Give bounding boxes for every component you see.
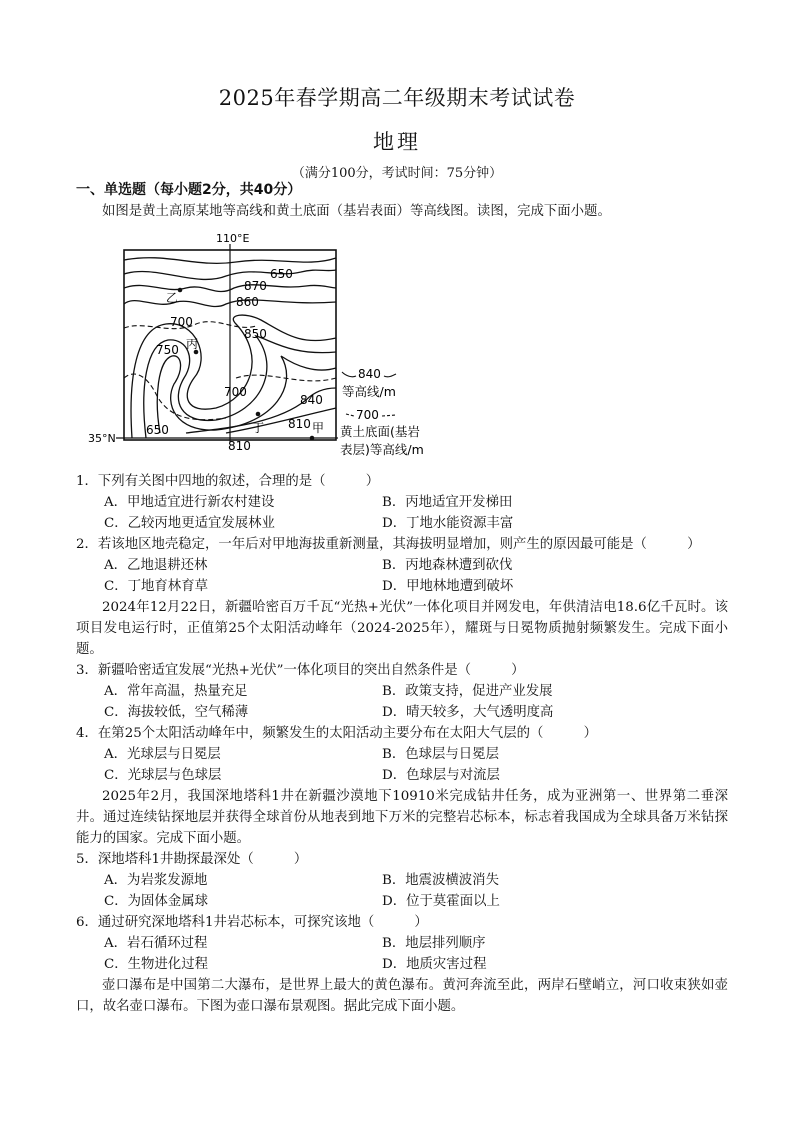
legend-base-sample: 700	[356, 408, 379, 422]
passage-hukou-waterfall: 壶口瀑布是中国第二大瀑布，是世界上最大的黄色瀑布。黄河奔流至此，两岸石壁峭立，河口收束狭如壶口，故名壶口瀑布。下图为壶口瀑布景观图。据此完成下面小题。	[76, 978, 728, 1014]
question-stem: 1．下列有关图中四地的叙述，合理的是（ ）	[76, 474, 380, 489]
contour-label: 860	[236, 295, 259, 309]
section-heading: 一、单选题（每小题2分，共40分）	[76, 182, 302, 198]
place-label-bing: 丙	[186, 337, 199, 351]
option-a: A．岩石循环过程	[104, 936, 208, 951]
place-label-jia: 甲	[312, 421, 325, 435]
place-dot-jia	[310, 436, 315, 441]
option-a: A．为岩浆发源地	[104, 873, 208, 888]
map-legend	[340, 367, 424, 457]
passage-solar-project: 2024年12月22日，新疆哈密百万千瓦“光热+光伏”一体化项目并网发电，年供清洁电18.6亿千瓦时。该项目发电运行时，正值第25个太阳活动峰年（2024-2025年），耀斑与日冕物质抛射频繁发生。完成下面小题。	[76, 600, 728, 657]
option-d: D．地质灾害过程	[382, 957, 487, 972]
legend-base-name-1: 黄土底面(基岩	[340, 424, 420, 439]
contour-label: 750	[156, 343, 179, 357]
question-stem: 2．若该地区地壳稳定，一年后对甲地海拔重新测量，其海拔明显增加，则产生的原因最可能是（ ）	[76, 537, 701, 552]
option-d: D．晴天较多，大气透明度高	[382, 705, 554, 720]
option-b: B．政策支持，促进产业发展	[382, 684, 553, 699]
place-label-yi: 乙	[166, 291, 179, 305]
place-dot-ding	[256, 412, 261, 417]
legend-base-name-2: 表层)等高线/m	[340, 442, 424, 457]
option-b: B．色球层与日冕层	[382, 747, 499, 762]
place-label-ding: 丁	[252, 421, 265, 435]
contour-label: 700	[170, 315, 193, 329]
passage-deep-well: 2025年2月，我国深地塔科1井在新疆沙漠地下10910米完成钻井任务，成为亚洲第一、世界第二垂深井。通过连续钻探地层并获得全球首份从地表到地下万米的完整岩芯标本，标志着我国成为全球具备万米钻探能力的国家。完成下面小题。	[76, 789, 728, 846]
legend-contour-name: 等高线/m	[342, 384, 396, 399]
option-a: A．甲地适宜进行新农村建设	[104, 495, 275, 510]
legend-contour-sample: 840	[358, 367, 381, 381]
contour-label: 650	[146, 423, 169, 437]
option-c: C．生物进化过程	[104, 957, 208, 972]
option-c: C．为固体金属球	[104, 894, 208, 909]
contour-map-figure	[76, 228, 456, 458]
option-c: C．光球层与色球层	[104, 768, 222, 783]
option-b: B．丙地森林遭到砍伐	[382, 558, 513, 573]
question-stem: 6．通过研究深地塔科1井岩芯标本，可探究该地（ ）	[76, 915, 428, 930]
option-b: B．地层排列顺序	[382, 936, 486, 951]
contour-label: 870	[244, 279, 267, 293]
question-stem: 3．新疆哈密适宜发展“光热+光伏”一体化项目的突出自然条件是（ ）	[76, 663, 525, 678]
contour-label: 650	[270, 267, 293, 281]
option-d: D．丁地水能资源丰富	[382, 516, 514, 531]
contour-label: 850	[244, 327, 267, 341]
option-a: A．光球层与日冕层	[104, 747, 221, 762]
lon-label: 110°E	[216, 232, 250, 245]
contour-label: 700	[224, 385, 247, 399]
option-b: B．丙地适宜开发梯田	[382, 495, 513, 510]
option-d: D．甲地林地遭到破坏	[382, 579, 514, 594]
option-c: C．乙较丙地更适宜发展林业	[104, 516, 275, 531]
contour-label: 810	[228, 439, 251, 453]
question-stem: 5．深地塔科1井勘探最深处（ ）	[76, 852, 308, 867]
exam-subject: 地理	[373, 130, 421, 154]
intro-passage: 如图是黄土高原某地等高线和黄土底面（基岩表面）等高线图。读图，完成下面小题。	[102, 204, 611, 219]
contour-label: 840	[300, 393, 323, 407]
option-c: C．海拔较低，空气稀薄	[104, 705, 249, 720]
exam-title: 2025年春学期高二年级期末考试试卷	[218, 86, 576, 110]
question-stem: 4．在第25个太阳活动峰年中，频繁发生的太阳活动主要分布在太阳大气层的（ ）	[76, 726, 598, 741]
lat-label: 35°N	[88, 432, 116, 445]
exam-meta: （满分100分，考试时间：75分钟）	[291, 166, 503, 181]
contour-label: 810	[288, 417, 311, 431]
place-dot-yi	[178, 288, 183, 293]
option-d: D．位于莫霍面以上	[382, 894, 500, 909]
option-a: A．乙地退耕还林	[104, 558, 208, 573]
option-b: B．地震波横波消失	[382, 873, 499, 888]
option-c: C．丁地育林育草	[104, 579, 208, 594]
option-a: A．常年高温，热量充足	[104, 684, 248, 699]
option-d: D．色球层与对流层	[382, 768, 500, 783]
